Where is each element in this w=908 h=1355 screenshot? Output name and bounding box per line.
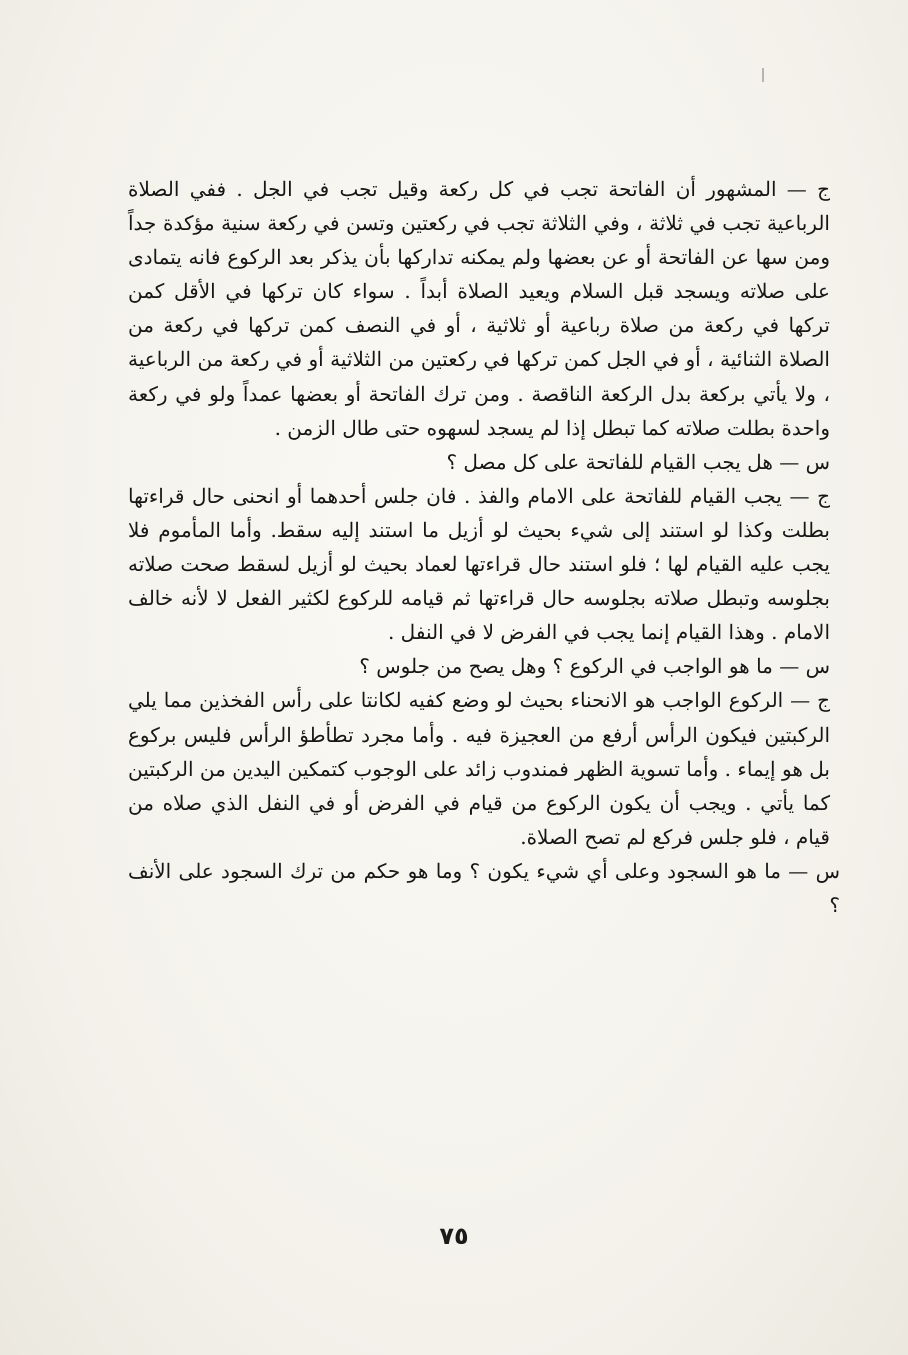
page-number: ٧٥ — [439, 1222, 469, 1250]
answer-paragraph-standing: ج — يجب القيام للفاتحة على الامام والفذ . فان جلس أحدهما أو انحنى حال قراءتها بطلت وكذا لو استند إلى شيء بحيث لو أزيل ما استند إليه سقط. وأما المأموم فلا يجب عليه القيام لها ؛ فلو استند حال قراءتها لعماد بحيث لو أزيل لسقط صحت صلاته بجلوسه وتبطل صلاته بجلوسه حال قراءتها ثم قيامه للركوع لكثير الفعل لا لأنه خالف الامام . وهذا القيام إنما يجب في الفرض لا في النفل . — [128, 483, 830, 645]
page-body-text — [128, 172, 840, 922]
question-obligatory-ruku: س — ما هو الواجب في الركوع ؟ وهل يصح من جلوس ؟ — [359, 654, 830, 679]
question-standing-for-fatiha: س — هل يجب القيام للفاتحة على كل مصل ؟ — [446, 449, 830, 474]
scan-mark — [762, 68, 764, 82]
answer-paragraph-fatiha: ج — المشهور أن الفاتحة تجب في كل ركعة وقيل تجب في الجل . ففي الصلاة الرباعية تجب في ثلاثة ، وفي الثلاثة تجب في ركعتين وتسن في ركعة سنية مؤكدة جداً ومن سها عن الفاتحة أو عن بعضها ولم يمكنه تداركها بأن يذكر بعد الركوع فانه يتمادى على صلاته ويسجد قبل السلام ويعيد الصلاة أبداً . سواء كان تركها في الأقل كمن تركها في ركعة من صلاة رباعية أو ثلاثية ، أو في النصف كمن تركها في ركعة من الصلاة الثنائية ، أو في الجل كمن تركها في ركعتين من الثلاثية أو في ركعة من الرباعية ، ولا يأتي بركعة بدل الركعة الناقصة . ومن ترك الفاتحة أو بعضها عمداً ولو في ركعة واحدة بطلت صلاته كما تبطل إذا لم يسجد لسهوه حتى طال الزمن . — [128, 177, 831, 440]
answer-paragraph-ruku: ج — الركوع الواجب هو الانحناء بحيث لو وضع كفيه لكانتا على رأس الفخذين مما يلي الركبتين فيكون الرأس أرفع من العجيزة فيه . وأما مجرد تطأطؤ الرأس فليس بركوع بل هو إيماء . وأما تسوية الظهر فمندوب زائد على الوجوب كتمكين اليدين من الركبتين كما يأتي . ويجب أن يكون الركوع من قيام في الفرض أو في النفل الذي صلاه من قيام ، فلو جلس فركع لم تصح الصلاة. — [128, 688, 830, 849]
question-sujud: س — ما هو السجود وعلى أي شيء يكون ؟ وما هو حكم من ترك السجود على الأنف ؟ — [128, 858, 840, 917]
